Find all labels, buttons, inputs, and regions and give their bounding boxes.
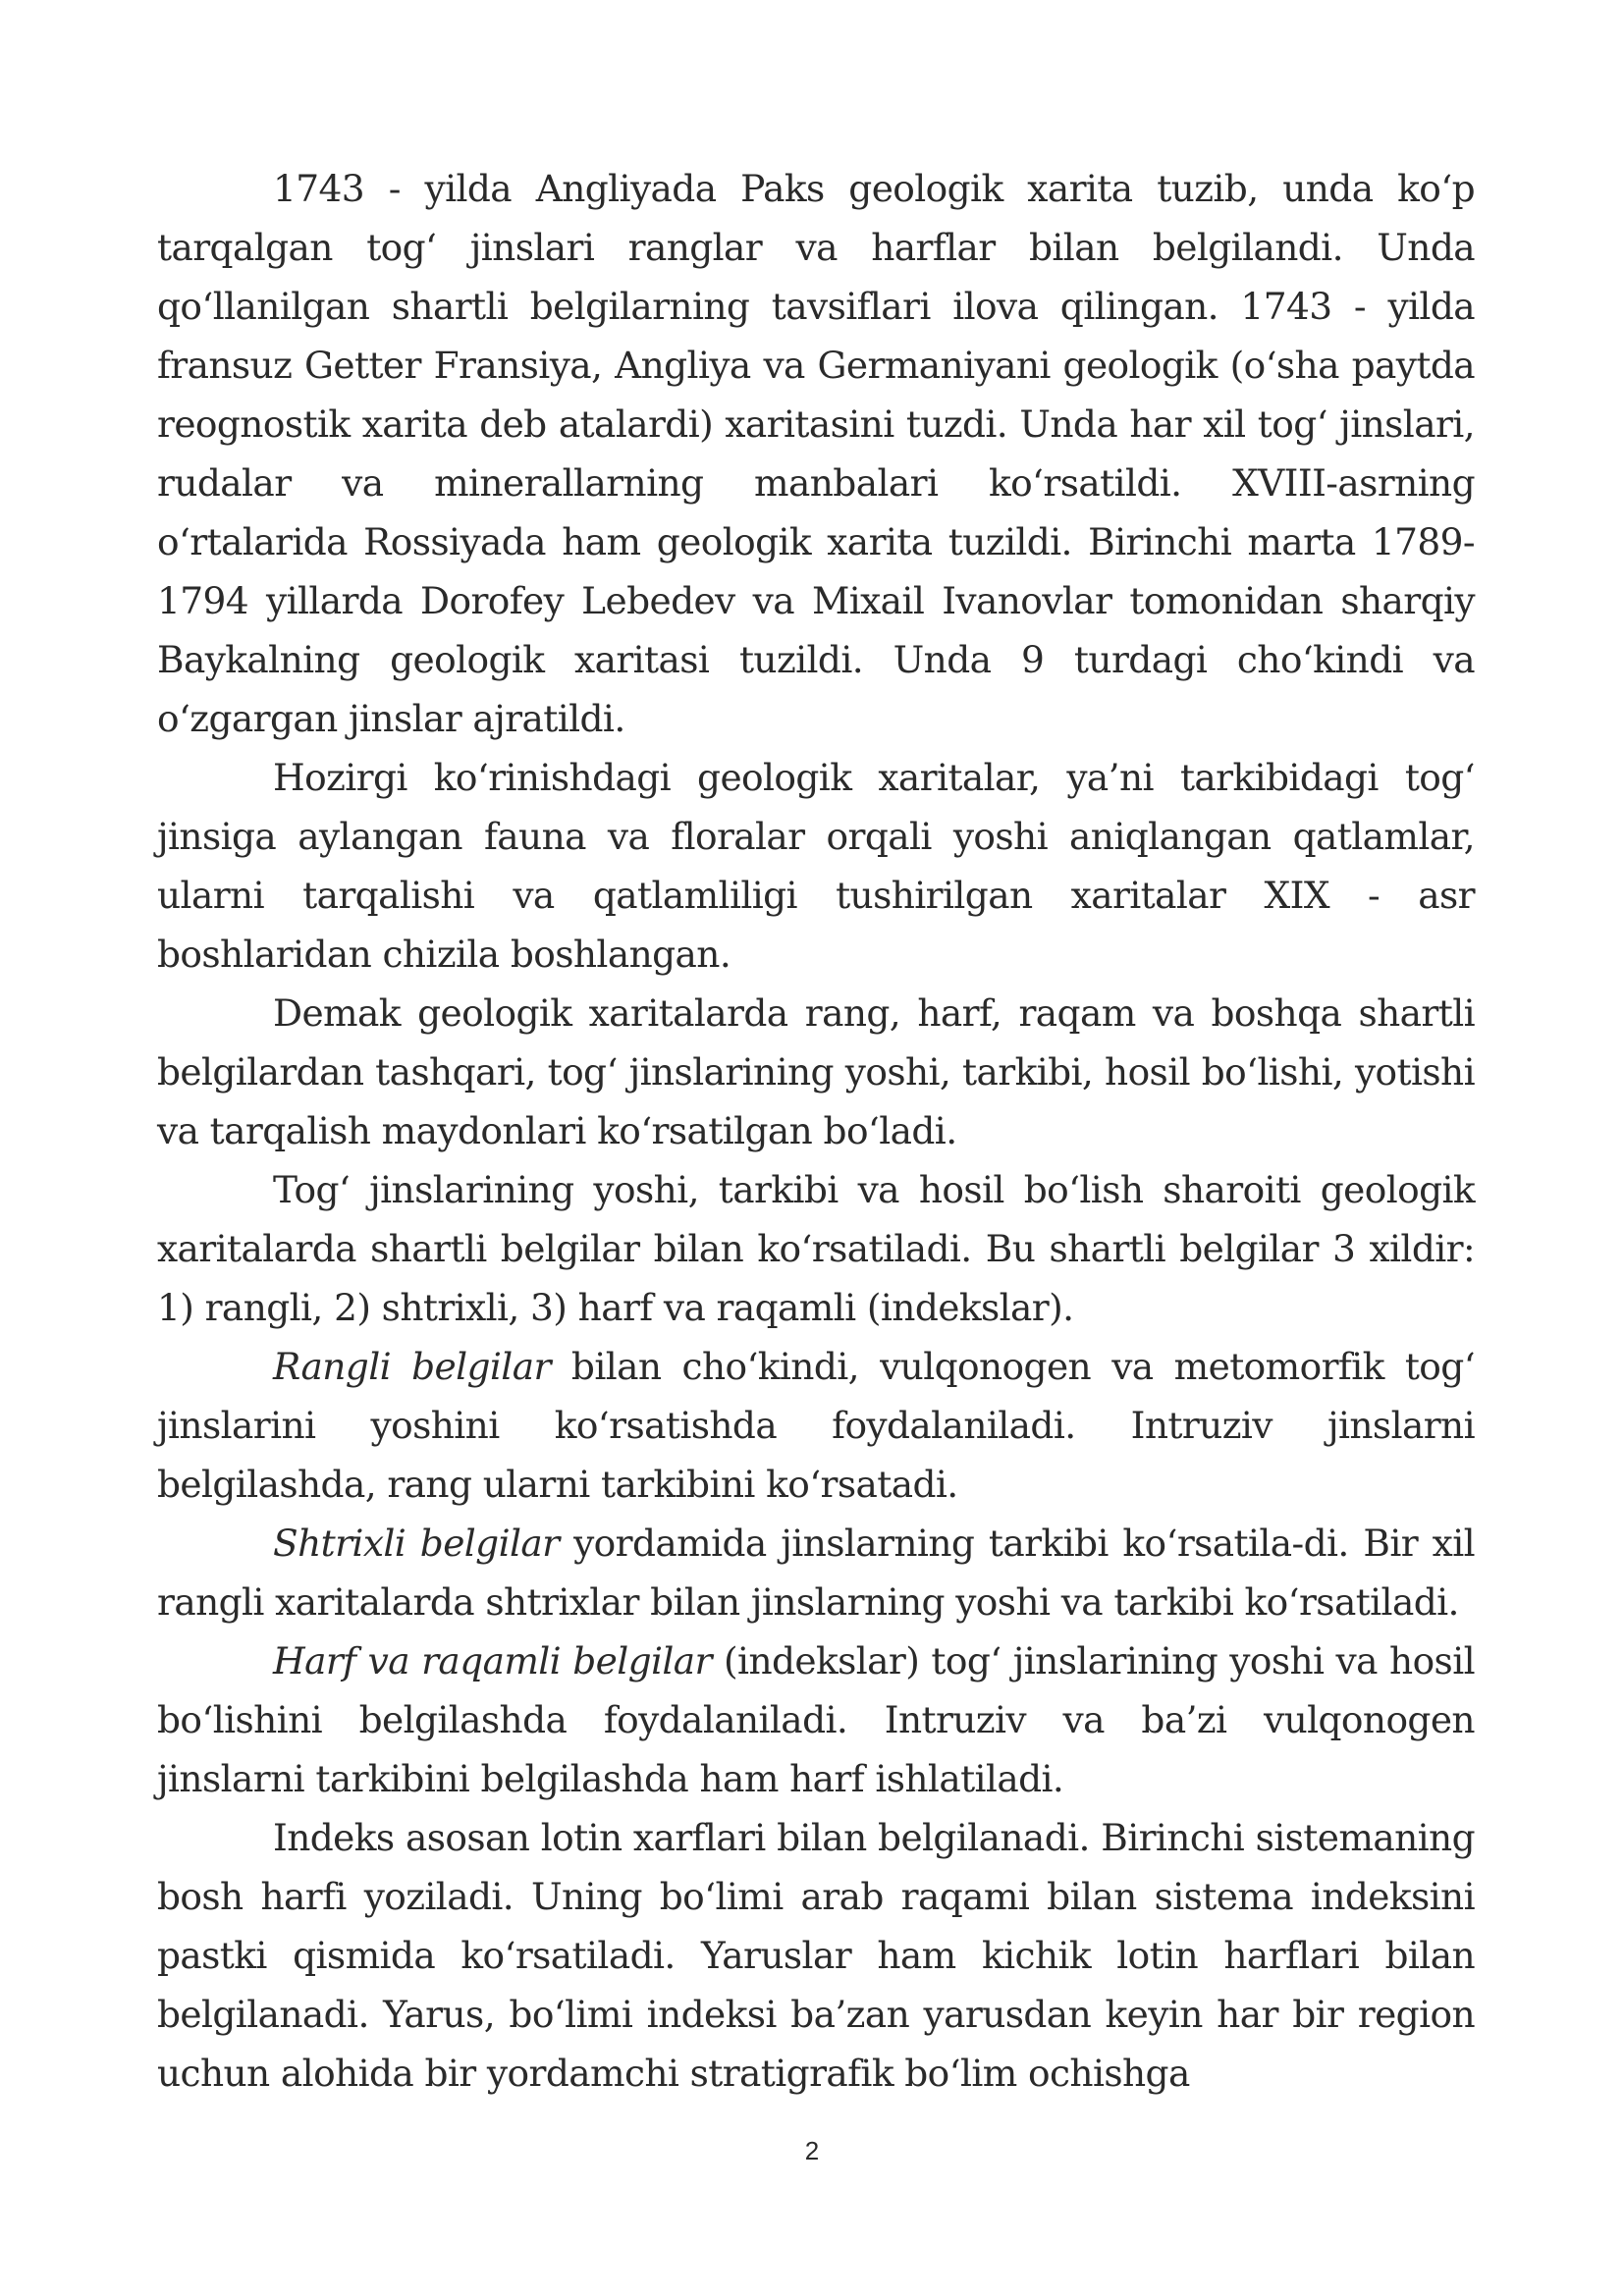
paragraph (157, 1631, 1475, 1808)
paragraph-text: (indekslar) tog‘ jinslarining yoshi va hosil bo‘lishini belgilashda foydalaniladi. Intruziv va ba’zi vulqonogen jinslarni tarkibini belgilashda ham harf ishlatiladi. (157, 1639, 1475, 1800)
paragraph-text: bilan cho‘kindi, vulqonogen va metomorfik tog‘ jinslarini yoshini ko‘rsatishda foydalaniladi. Intruziv jinslarni belgilashda, rang ularni tarkibini ko‘rsatadi. (157, 1345, 1476, 1506)
italic-term: Rangli belgilar (273, 1345, 551, 1388)
page-number: 2 (804, 2136, 820, 2165)
paragraph (157, 748, 1475, 984)
paragraph-text: 1743 - yilda Angliyada Paks geologik xarita tuzib, unda ko‘p tarqalgan tog‘ jinslari ranglar va harflar bilan belgilandi. Unda qo‘llanilgan shartli belgilarning tavsiflari ilova qilingan. 1743 - yilda fransuz Getter Fransiya, Angliya va Germaniyani geologik (o‘sha paytda reognostik xarita deb atalardi) xaritasini tuzdi. Unda har xil tog‘ jinslari, rudalar va minerallarning manbalari ko‘rsatildi. XVIII-asrning o‘rtalarida Rossiyada ham geologik xarita tuzildi. Birinchi marta 1789-1794 yillarda Dorofey Lebedev va Mixail Ivanovlar tomonidan sharqiy Baykalning geologik xaritasi tuzildi. Unda 9 turdagi cho‘kindi va o‘zgargan jinslar ajratildi. (157, 167, 1475, 740)
document-body (157, 159, 1475, 2103)
italic-term: Harf va raqamli belgilar (273, 1639, 712, 1682)
paragraph (157, 1337, 1475, 1514)
paragraph (157, 984, 1475, 1160)
italic-term: Shtrixli belgilar (273, 1522, 560, 1565)
paragraph (157, 1514, 1475, 1631)
paragraph-text: Demak geologik xaritalarda rang, harf, raqam va boshqa shartli belgilardan tashqari, tog‘ jinslarining yoshi, tarkibi, hosil bo‘lishi, yotishi va tarqalish maydonlari ko‘rsatilgan bo‘ladi. (157, 991, 1475, 1152)
paragraph-text: Tog‘ jinslarining yoshi, tarkibi va hosil bo‘lish sharoiti geologik xaritalarda shartli belgilar bilan ko‘rsatiladi. Bu shartli belgilar 3 xildir: 1) rangli, 2) shtrixli, 3) harf va raqamli (indekslar). (157, 1168, 1475, 1329)
paragraph-text: yordamida jinslarning tarkibi ko‘rsatila-di. Bir xil rangli xaritalarda shtrixlar bilan jinslarning yoshi va tarkibi ko‘rsatiladi. (157, 1522, 1476, 1624)
paragraph-text: Indeks asosan lotin xarflari bilan belgilanadi. Birinchi sistemaning bosh harfi yoziladi. Uning bo‘limi arab raqami bilan sistema indeksini pastki qismida ko‘rsatiladi. Yaruslar ham kichik lotin harflari bilan belgilanadi. Yarus, bo‘limi indeksi ba’zan yarusdan keyin har bir region uchun alohida bir yordamchi stratigrafik bo‘lim ochishga (157, 1816, 1475, 2095)
paragraph (157, 1160, 1475, 1337)
paragraph (157, 159, 1475, 748)
paragraph (157, 1808, 1475, 2103)
paragraph-text: Hozirgi ko‘rinishdagi geologik xaritalar, ya’ni tarkibidagi tog‘ jinsiga aylangan fauna va floralar orqali yoshi aniqlangan qatlamlar, ularni tarqalishi va qatlamliligi tushirilgan xaritalar XIX - asr boshlaridan chizila boshlangan. (157, 756, 1475, 976)
